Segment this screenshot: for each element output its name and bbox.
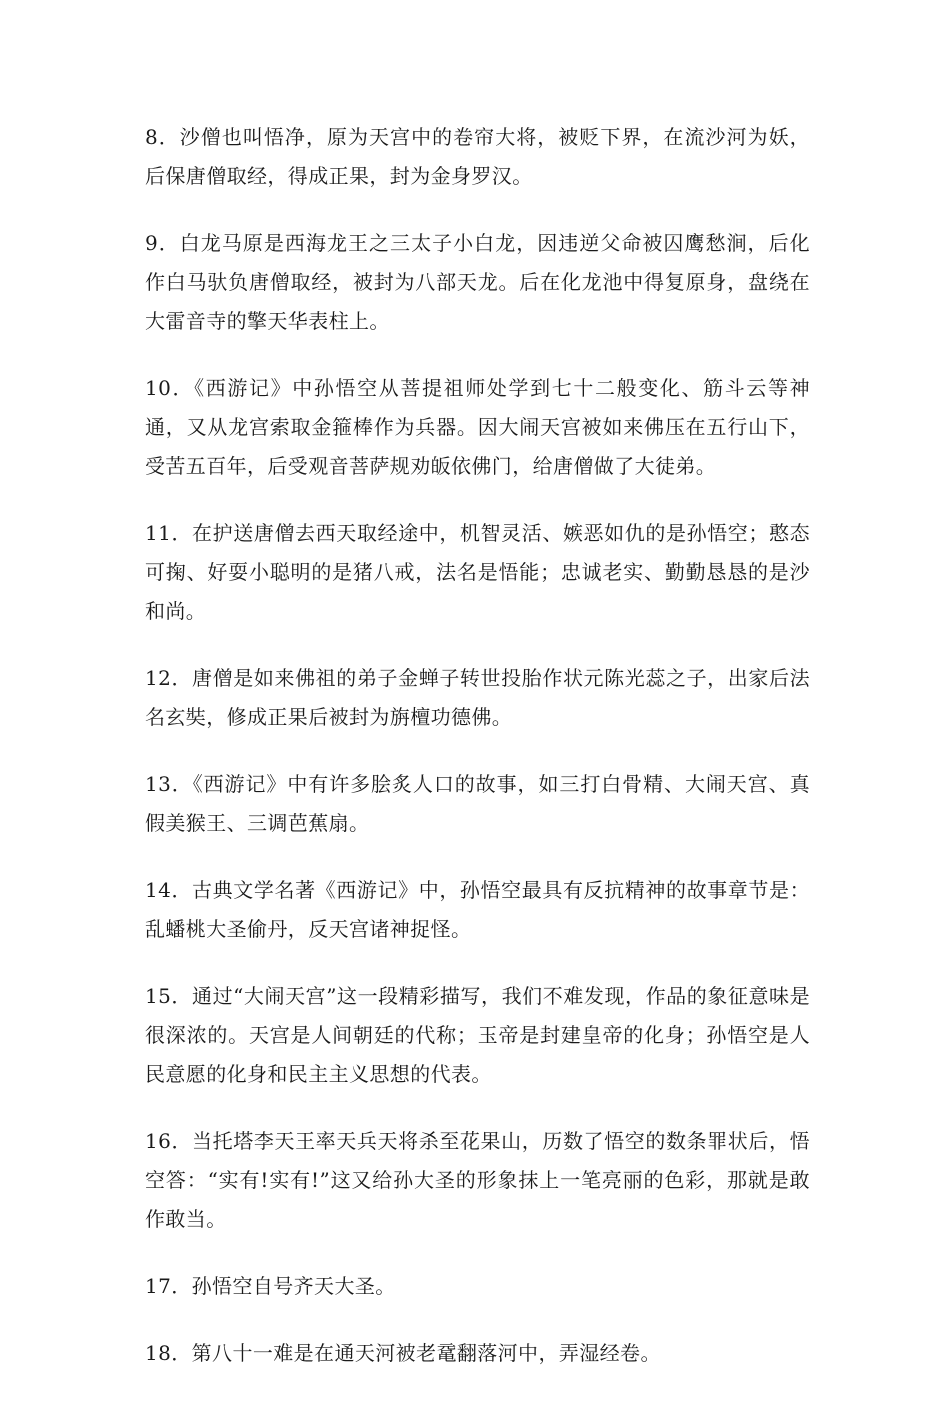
list-item: 15．通过“大闹天宫”这一段精彩描写，我们不难发现，作品的象征意味是很深浓的。天宫是人间朝廷的代称；玉帝是封建皇帝的化身；孙悟空是人民意愿的化身和民主主义思想的代表。 [145,984,810,1086]
list-item: 12．唐僧是如来佛祖的弟子金蝉子转世投胎作状元陈光蕊之子，出家后法名玄奘，修成正果后被封为旃檀功德佛。 [145,666,810,729]
list-item: 16．当托塔李天王率天兵天将杀至花果山，历数了悟空的数条罪状后，悟空答：“实有!实有!”这又给孙大圣的形象抹上一笔亮丽的色彩，那就是敢作敢当。 [145,1129,810,1231]
list-item: 8．沙僧也叫悟净，原为天宫中的卷帘大将，被贬下界，在流沙河为妖，后保唐僧取经，得成正果，封为金身罗汉。 [145,125,810,188]
list-item: 9．白龙马原是西海龙王之三太子小白龙，因违逆父命被囚鹰愁涧，后化作白马驮负唐僧取经，被封为八部天龙。后在化龙池中得复原身，盘绕在大雷音寺的擎天华表柱上。 [145,231,810,333]
document-body [145,118,810,1401]
list-item: 18．第八十一难是在通天河被老鼋翻落河中，弄湿经卷。 [145,1341,661,1365]
list-item: 13．《西游记》中有许多脍炙人口的故事，如三打白骨精、大闹天宫、真假美猴王、三调芭蕉扇。 [145,772,810,835]
list-item: 14．古典文学名著《西游记》中，孙悟空最具有反抗精神的故事章节是：乱蟠桃大圣偷丹，反天宫诸神捉怪。 [145,878,810,941]
list-item: 10．《西游记》中孙悟空从菩提祖师处学到七十二般变化、筋斗云等神通，又从龙宫索取金箍棒作为兵器。因大闹天宫被如来佛压在五行山下，受苦五百年，后受观音菩萨规劝皈依佛门，给唐僧做了大徒弟。 [145,376,810,478]
list-item: 11．在护送唐僧去西天取经途中，机智灵活、嫉恶如仇的是孙悟空；憨态可掬、好耍小聪明的是猪八戒，法名是悟能；忠诚老实、勤勤恳恳的是沙和尚。 [145,521,810,623]
list-item: 17．孙悟空自号齐天大圣。 [145,1274,396,1298]
